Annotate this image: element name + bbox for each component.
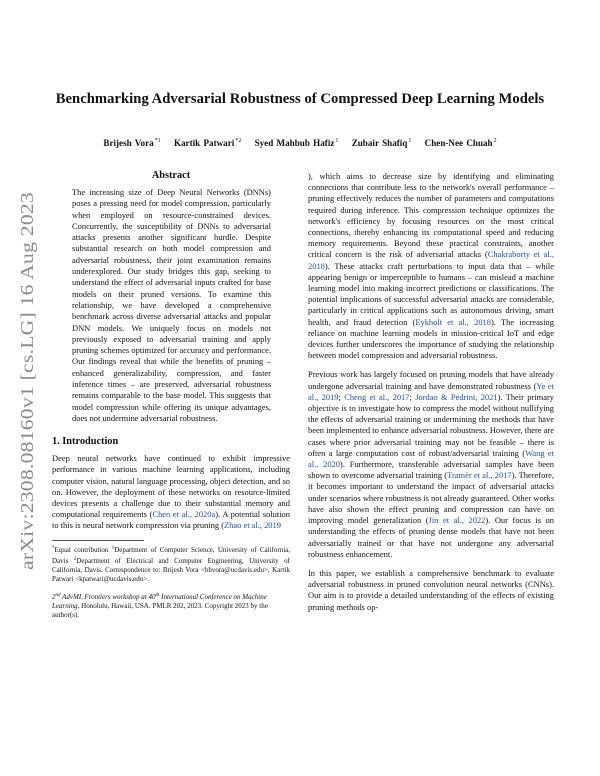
body-text: Previous work has largely focused on pruning models that have already undergone adversarial training and have demonstrated robustness ( [308, 369, 554, 391]
author-1 [103, 138, 160, 148]
footnote-text: Department of Electrical and Computer Engineering, University of California, Davis. [52, 556, 291, 574]
left-column [52, 170, 290, 627]
venue-text: , Honolulu, Hawaii, USA. PMLR 202, 2023. Copyright 2023 by the author(s). [52, 602, 268, 620]
author-3 [255, 138, 339, 148]
introduction-paragraph [308, 171, 554, 361]
citation-link[interactable]: Cheng et al., 2017 [344, 391, 410, 402]
citation-link[interactable]: Jin et al., 2022 [428, 515, 486, 526]
citation-link[interactable]: Chen et al., 2020a [152, 509, 216, 520]
author-affiliation-mark: *1 [154, 138, 161, 144]
body-text: ; [338, 391, 345, 402]
arxiv-stamp-svg [4, 190, 48, 570]
correspondence-text: Correspondence to: Brijesh Vora <bhvora@ucdavis.edu>, Kartik Patwari <kpatwari@ucdavis.edu>. [52, 565, 290, 583]
arxiv-identifier: arXiv:2308.08160v1 [cs.LG] 16 Aug 2023 [17, 263, 37, 570]
author-name: Brijesh Vora [103, 138, 154, 148]
venue-superscript: nd [55, 593, 61, 599]
footnote-mark: 2 [73, 556, 77, 562]
body-text: ). Their primary objective is to investigate how to compress the model without nullifying the effects of adversarial training or undermining the methods that have been implemented to enhance adversarial robustness. However, there are cases where prior adversarial training may not be feasible – there is often a large computation cost of robust/adversarial training ( [308, 391, 554, 458]
venue-footnote [52, 591, 290, 620]
footnote-mark: 1 [111, 545, 115, 551]
arxiv-sidebar-stamp [4, 190, 48, 570]
right-column [308, 171, 554, 621]
author-name: Kartik Patwari [173, 138, 235, 148]
citation-link[interactable]: Wang et al., 2020 [308, 447, 555, 470]
body-text: ). These attacks craft perturbations to input data that – while appearing benign or imperceptible to humans – can mislead a machine learning model into making incorrect predictions or classifications. The potential implications of successful adversarial attacks are considerable, particularly in critical applications such as autonomous driving, smart health, and fraud detection ( [308, 260, 554, 327]
venue-text: 40 [148, 593, 156, 602]
abstract-text: The increasing size of Deep Neural Networks (DNNs) poses a pressing need for model compression, particularly when employed on resource-constrained devices. Concurrently, the susceptibility of DNNs to adversarial attacks presents another significant hurdle. Despite substantial research on both model compression and adversarial robustness, their joint examination remains underexplored. Our study bridges this gap, seeking to understand the effect of adversarial inputs crafted for base models on their pruned versions. To examine this relationship, we have developed a comprehensive benchmark across diverse adversarial attacks and popular DNN models. We uniquely focus on models not previously exposed to adversarial training and apply pruning schemes optimized for accuracy and performance. Our findings reveal that while the benefits of pruning – enhanced generalizability, compression, and faster inference times – are preserved, adversarial robustness remains comparable to the base model. This suggests that model compression while offering its unique advantages, does not undermine adversarial robustness. [72, 187, 271, 423]
body-text: ). A potential solution to this is neural network compression via pruning ( [52, 509, 290, 531]
body-text: ; [409, 391, 416, 402]
author-affiliation-mark: 1 [335, 138, 339, 144]
body-text: ). Furthermore, transferable adversarial samples have been shown to overcome adversarial training ( [308, 459, 554, 481]
author-list [50, 138, 550, 148]
body-text: ), which aims to decrease size by identifying and eliminating connections that contribute less to the network's overall performance – pruning effectively reduces the number of parameters and computations required during inference. This compression technique optimizes the network's efficiency by focusing resources on the most critical connections, thereby enhancing its computational speed and reducing memory requirements. Beyond these practical constraints, another critical concern is the risk of adversarial attacks ( [308, 171, 554, 260]
venue-text: 2 [52, 593, 56, 602]
citation-link[interactable]: Ye et al., 2019 [308, 380, 554, 402]
venue-text: AdvML Frontiers workshop at [60, 593, 149, 602]
body-text: ). The increasing reliance on machine learning models in mission-critical IoT and edge devices further underscores the importance of studying the relationship between model compression and adversarial robustness. [308, 316, 554, 361]
body-text: ). Our focus is on understanding the effects of pruning dense models that have not been adversarially trained or that have not undergone any adversarial robustness enhancement. [308, 515, 554, 559]
footnote-text: Department of Computer Science, University of California, Davis [52, 545, 291, 565]
body-text: ). Therefore, it becomes important to understand the impact of adversarial attacks under scenarios where robustness is not already guaranteed. Other works have also shown the effect pruning and compression can have on improving model generalization ( [308, 470, 555, 526]
author-affiliation-mark: 2 [493, 138, 497, 144]
author-name: Chen-Nee Chuah [424, 138, 493, 148]
citation-link[interactable]: Zhao et al., 2019 [224, 520, 281, 531]
author-name: Syed Mahbub Hafiz [254, 138, 335, 148]
citation-link[interactable]: Eykholt et al., 2018 [415, 316, 491, 327]
paper-title: Benchmarking Adversarial Robustness of Compressed Deep Learning Models [55, 91, 545, 107]
abstract-heading: Abstract [151, 170, 191, 181]
author-2 [174, 138, 241, 148]
footnote-mark: * [52, 545, 55, 551]
author-affiliation-mark: 1 [408, 138, 412, 144]
introduction-heading: 1. Introduction [52, 436, 119, 448]
author-affiliation-mark: *2 [235, 138, 242, 144]
affiliation-footnote [52, 544, 290, 584]
footnote-text: Equal contribution [54, 545, 109, 554]
footnote-divider [52, 540, 144, 541]
body-text: Deep neural networks have continued to exhibit impressive performance in various machine learning applications, including computer vision, natural language processing, object detection, and so on. However, the deployment of these networks on resource-limited devices presents a challenge due to their substantial memory and computational requirements ( [52, 453, 290, 520]
introduction-paragraph: In this paper, we establish a comprehensive benchmark to evaluate adversarial robustness in pruned convolution neural networks (CNNs). Our aim is to provide a detailed understanding of the effects of existing pruning methods op- [308, 567, 554, 612]
author-5 [425, 138, 497, 148]
introduction-paragraph [308, 369, 554, 559]
venue-text: International Conference on Machine Learning [52, 593, 267, 611]
author-name: Zubair Shafiq [351, 138, 408, 148]
venue-superscript: th [155, 593, 160, 599]
author-4 [352, 138, 412, 148]
citation-link[interactable]: Jordao & Pedrini, 2021 [415, 391, 498, 402]
citation-link[interactable]: Chakraborty et al., 2018 [308, 249, 554, 271]
introduction-paragraph [52, 453, 290, 531]
citation-link[interactable]: Tramèr et al., 2017 [447, 470, 512, 481]
